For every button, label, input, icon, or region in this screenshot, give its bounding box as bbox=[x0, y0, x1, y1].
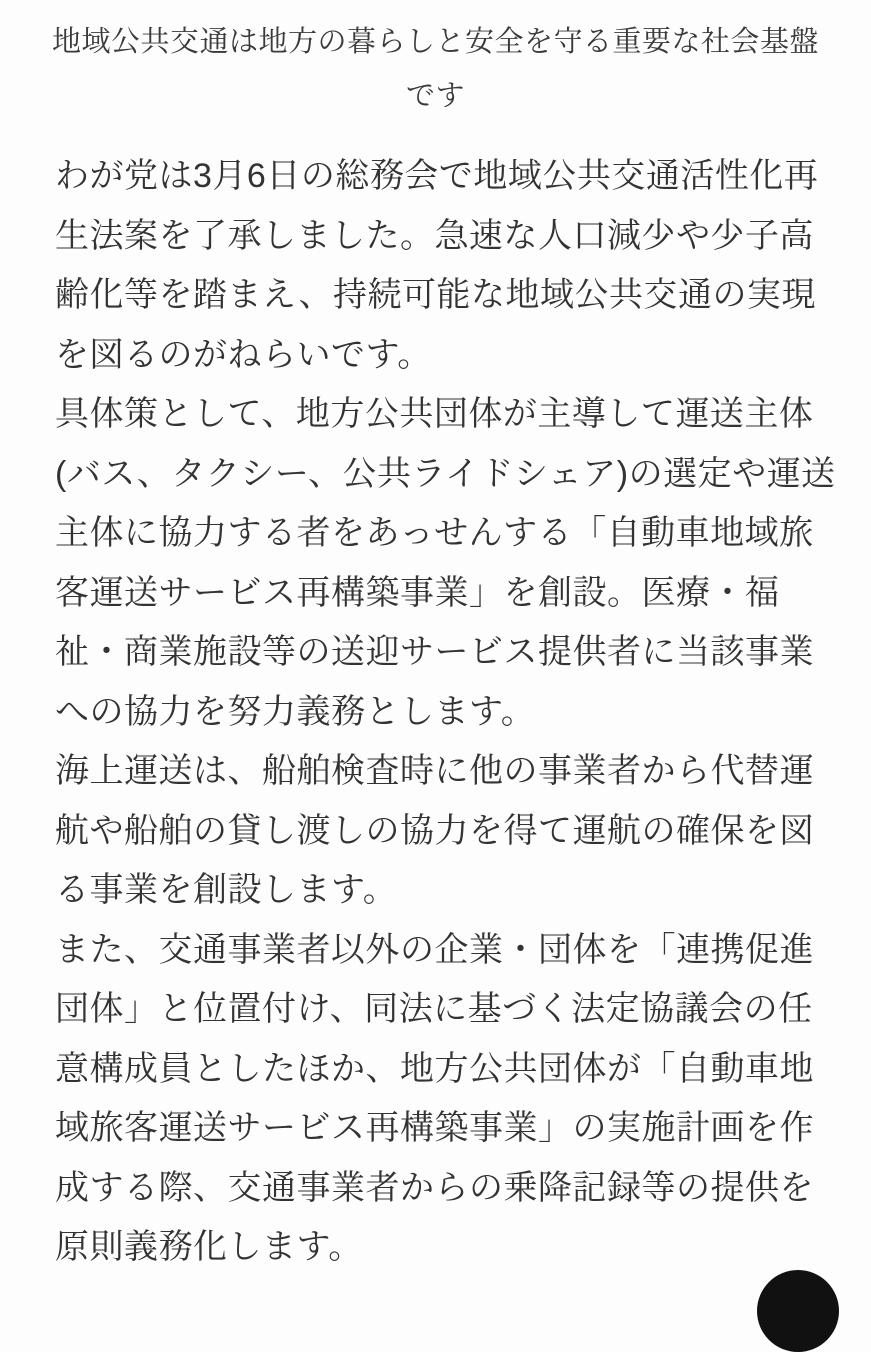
article bbox=[0, 15, 871, 1278]
article-paragraph-3: 海上運送は、船舶検査時に他の事業者から代替運航や船舶の貸し渡しの協力を得て運航の確保を図る事業を創設します。 bbox=[55, 752, 814, 909]
article-body bbox=[55, 147, 845, 1278]
article-title: 地域公共交通は地方の暮らしと安全を守る重要な社会基盤です bbox=[51, 26, 819, 112]
floating-action-button[interactable] bbox=[757, 1270, 839, 1352]
article-paragraph-1: わが党は3月6日の総務会で地域公共交通活性化再生法案を了承しました。急速な人口減少や少子高齢化等を踏まえ、持続可能な地域公共交通の実現を図るのがねらいです。 bbox=[55, 157, 819, 374]
article-paragraph-4: また、交通事業者以外の企業・団体を「連携促進団体」と位置付け、同法に基づく法定協議会の任意構成員としたほか、地方公共団体が「自動車地域旅客運送サービス再構築事業」の実施計画を作成する際、交通事業者からの乗降記録等の提供を原則義務化します。 bbox=[55, 930, 814, 1266]
article-paragraph-2: 具体策として、地方公共団体が主導して運送主体(バス、タクシー、公共ライドシェア)の選定や運送主体に協力する者をあっせんする「自動車地域旅客運送サービス再構築事業」を創設。医療・福祉・商業施設等の送迎サービス提供者に当該事業への協力を努力義務とします。 bbox=[55, 395, 836, 731]
